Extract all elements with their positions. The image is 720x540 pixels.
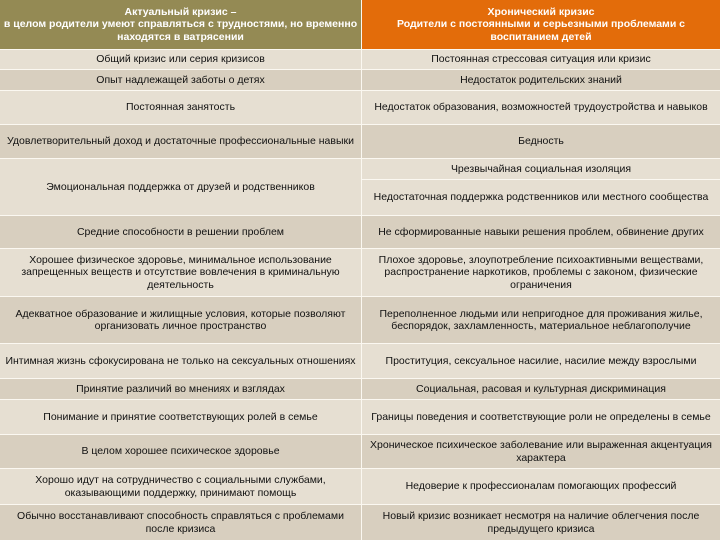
table-row xyxy=(0,297,720,344)
chronic-cell: Проституция, сексуальное насилие, насилие между взрослыми xyxy=(362,344,720,378)
acute-cell: Интимная жизнь сфокусирована не только на сексуальных отношениях xyxy=(0,344,362,378)
chronic-cell: Постоянная стрессовая ситуация или кризис xyxy=(362,50,720,69)
chronic-cell: Новый кризис возникает несмотря на наличие облегчения после предыдущего кризиса xyxy=(362,505,720,540)
acute-cell: Хорошо идут на сотрудничество с социальными службами, оказывающими поддержку, принимают помощь xyxy=(0,469,362,504)
chronic-cell: Переполненное людьми или непригодное для проживания жилье, беспорядок, захламленность, материальное неблагополучие xyxy=(362,297,720,343)
header-chronic-crisis: Хронический кризис Родители с постоянными и серьезными проблемами с воспитанием детей xyxy=(362,0,720,49)
chronic-cell: Недостаток родительских знаний xyxy=(362,70,720,90)
table-row xyxy=(0,344,720,379)
table-row xyxy=(0,159,720,216)
table-row xyxy=(0,400,720,435)
table-row xyxy=(0,505,720,540)
table-row xyxy=(0,249,720,297)
acute-cell: Удовлетворительный доход и достаточные профессиональные навыки xyxy=(0,125,362,158)
chronic-cell: Недоверие к профессионалам помогающих профессий xyxy=(362,469,720,504)
table-row xyxy=(0,435,720,469)
chronic-cell: Границы поведения и соответствующие роли не определены в семье xyxy=(362,400,720,434)
chronic-cell: Плохое здоровье, злоупотребление психоактивными веществами, распространение наркотиков, проблемы с законом, физические ограничения xyxy=(362,249,720,296)
table-row xyxy=(0,91,720,125)
chronic-cell: Чрезвычайная социальная изоляция xyxy=(362,159,720,180)
table-row xyxy=(0,70,720,91)
chronic-cell: Недостаток образования, возможностей трудоустройства и навыков xyxy=(362,91,720,124)
chronic-cell: Недостаточная поддержка родственников или местного сообщества xyxy=(362,180,720,215)
table-header xyxy=(0,0,720,50)
acute-cell: Понимание и принятие соответствующих ролей в семье xyxy=(0,400,362,434)
acute-cell: Принятие различий во мнениях и взглядах xyxy=(0,379,362,399)
acute-cell: В целом хорошее психическое здоровье xyxy=(0,435,362,468)
acute-cell: Обычно восстанавливают способность справляться с проблемами после кризиса xyxy=(0,505,362,540)
acute-cell: Эмоциональная поддержка от друзей и родственников xyxy=(0,159,362,215)
table-row xyxy=(0,125,720,159)
acute-cell: Опыт надлежащей заботы о детях xyxy=(0,70,362,90)
chronic-cell-group xyxy=(362,159,720,215)
chronic-cell: Бедность xyxy=(362,125,720,158)
chronic-cell: Не сформированные навыки решения проблем, обвинение других xyxy=(362,216,720,248)
table-row xyxy=(0,379,720,400)
table-row xyxy=(0,469,720,505)
acute-cell: Адекватное образование и жилищные условия, которые позволяют организовать личное пространство xyxy=(0,297,362,343)
table-row xyxy=(0,50,720,70)
acute-cell: Постоянная занятость xyxy=(0,91,362,124)
chronic-cell: Социальная, расовая и культурная дискриминация xyxy=(362,379,720,399)
header-acute-crisis: Актуальный кризис – в целом родители умеют справляться с трудностями, но временно находятся в ватрясении xyxy=(0,0,362,49)
acute-cell: Средние способности в решении проблем xyxy=(0,216,362,248)
acute-cell: Хорошее физическое здоровье, минимальное использование запрещенных веществ и отсутствие вовлечения в криминальную деятельность xyxy=(0,249,362,296)
table-row xyxy=(0,216,720,249)
acute-cell: Общий кризис или серия кризисов xyxy=(0,50,362,69)
chronic-cell: Хроническое психическое заболевание или выраженная акцентуация характера xyxy=(362,435,720,468)
